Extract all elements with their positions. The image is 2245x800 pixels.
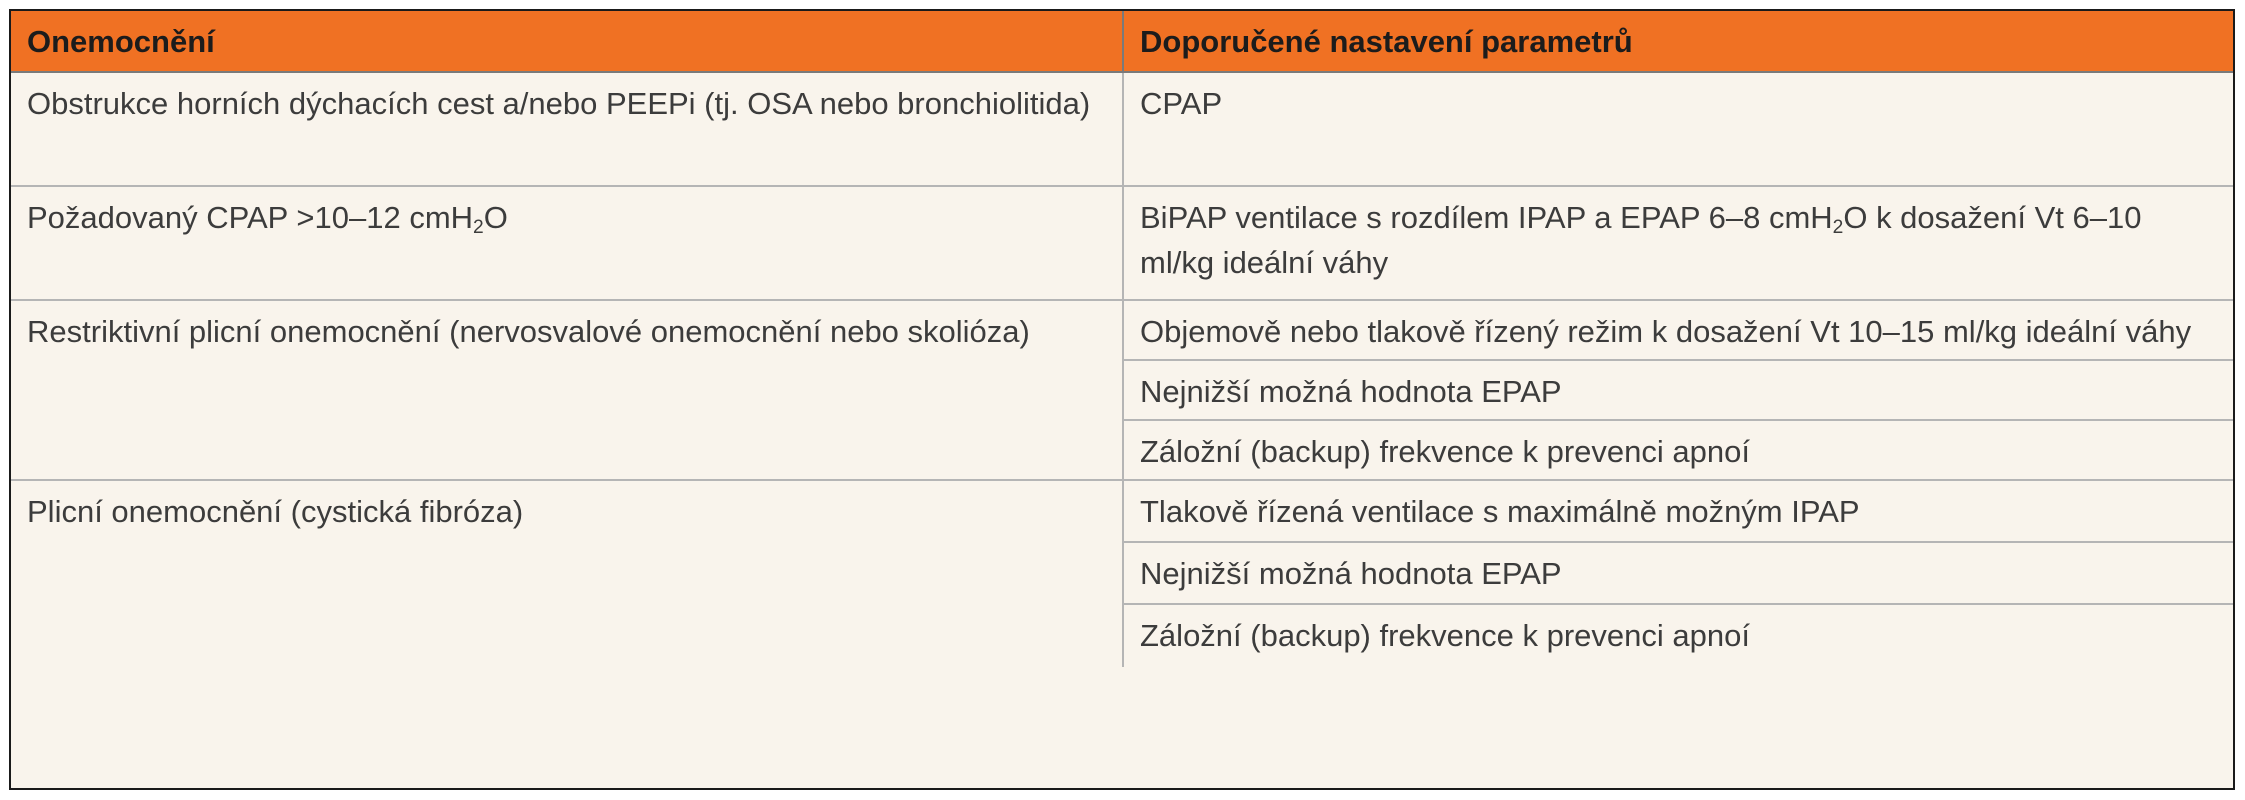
ventilation-settings-table [9,9,2235,790]
condition-cell-restrictive-lung-disease: Restriktivní plicní onemocnění (nervosvalové onemocnění nebo skolióza) [11,301,1122,481]
settings-cell-lowest-epap: Nejnižší možná hodnota EPAP [1122,543,2233,605]
settings-cell-backup-rate: Záložní (backup) frekvence k prevenci apnoí [1122,605,2233,667]
settings-cell-pressure-controlled: Tlakově řízená ventilace s maximálně možným IPAP [1122,481,2233,543]
condition-cell-cystic-fibrosis: Plicní onemocnění (cystická fibróza) [27,494,524,529]
settings-cell-cpap: CPAP [1122,73,2233,187]
settings-cell-bipap: BiPAP ventilace s rozdílem IPAP a EPAP 6–8 cmH$_2$O k dosažení Vt 6–10 ml/kg ideální váhy [1122,187,2233,301]
settings-cell-backup-rate: Záložní (backup) frekvence k prevenci apnoí [1122,421,2233,481]
header-recommended-settings: Doporučené nastavení parametrů [1122,11,2233,73]
condition-cell-required-cpap: Požadovaný CPAP >10–12 cmH$_2$O [11,187,1122,301]
settings-cell-volume-pressure-mode: Objemově nebo tlakově řízený režim k dosažení Vt 10–15 ml/kg ideální váhy [1122,301,2233,361]
header-condition: Onemocnění [11,11,1122,73]
settings-cell-lowest-epap: Nejnižší možná hodnota EPAP [1122,361,2233,421]
condition-cell-upper-airway-obstruction: Obstrukce horních dýchacích cest a/nebo PEEPi (tj. OSA nebo bronchiolitida) [11,73,1122,187]
